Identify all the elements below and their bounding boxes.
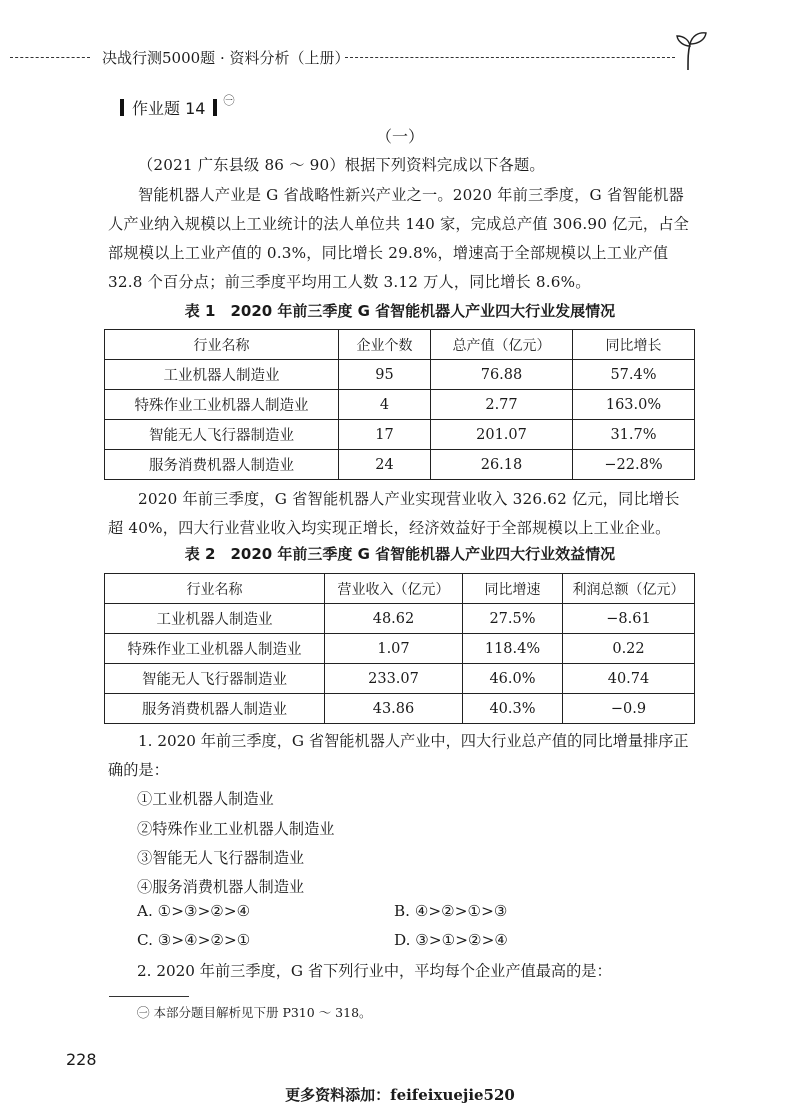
table-cell: 95 — [339, 360, 431, 390]
question-2-stem: 2. 2020 年前三季度，G 省下列行业中，平均每个企业产值最高的是： — [137, 962, 612, 980]
running-header — [10, 42, 700, 72]
table-header-row — [105, 330, 695, 360]
table-cell: −0.9 — [563, 694, 695, 724]
table-cell: 特殊作业工业机器人制造业 — [105, 390, 339, 420]
table-cell: 31.7% — [573, 420, 695, 450]
header-rule-right — [345, 57, 675, 58]
col-header: 同比增速 — [463, 574, 563, 604]
col-header: 营业收入（亿元） — [325, 574, 463, 604]
header-title: 决战行测5000题 · 资料分析（上册） — [102, 49, 350, 67]
heading-bar-left — [120, 99, 124, 116]
table-row — [105, 450, 695, 480]
table-cell: 服务消费机器人制造业 — [105, 450, 339, 480]
table-cell: 工业机器人制造业 — [105, 360, 339, 390]
table-cell: 智能无人飞行器制造业 — [105, 420, 339, 450]
table-cell: 118.4% — [463, 634, 563, 664]
bottom-note: 更多资料添加：feifeixuejie520 — [285, 1086, 515, 1104]
assignment-heading — [120, 93, 235, 119]
table-row — [105, 390, 695, 420]
table-header-row — [105, 574, 695, 604]
table-row — [105, 664, 695, 694]
choice-b[interactable]: B. ④>②>①>③ — [394, 902, 508, 920]
table-row — [105, 360, 695, 390]
table-cell: 46.0% — [463, 664, 563, 694]
table-cell: 特殊作业工业机器人制造业 — [105, 634, 325, 664]
table2 — [104, 573, 695, 724]
table-cell: 17 — [339, 420, 431, 450]
question-1-item: ③智能无人飞行器制造业 — [137, 849, 305, 867]
col-header: 同比增长 — [573, 330, 695, 360]
table-cell: 工业机器人制造业 — [105, 604, 325, 634]
sprout-icon — [674, 28, 714, 72]
col-header: 总产值（亿元） — [431, 330, 573, 360]
table2-caption: 表 2 2020 年前三季度 G 省智能机器人产业四大行业效益情况 — [184, 545, 616, 563]
table-cell: 1.07 — [325, 634, 463, 664]
choice-d[interactable]: D. ③>①>②>④ — [394, 931, 508, 949]
table-row — [105, 694, 695, 724]
table-cell: 24 — [339, 450, 431, 480]
question-1-item: ④服务消费机器人制造业 — [137, 878, 305, 896]
heading-bar-right — [213, 99, 217, 116]
table1 — [104, 329, 695, 480]
choice-c[interactable]: C. ③>④>②>① — [137, 931, 251, 949]
col-header: 行业名称 — [105, 330, 339, 360]
question-1-item: ②特殊作业工业机器人制造业 — [137, 820, 335, 838]
source-intro: （2021 广东县级 86 ～ 90）根据下列资料完成以下各题。 — [138, 156, 545, 174]
table-cell: 智能无人飞行器制造业 — [105, 664, 325, 694]
table-cell: 4 — [339, 390, 431, 420]
table-cell: 48.62 — [325, 604, 463, 634]
assignment-title: 作业题 14 — [132, 99, 206, 118]
table-row — [105, 420, 695, 450]
table-cell: −22.8% — [573, 450, 695, 480]
table-row — [105, 634, 695, 664]
footnote: ㊀ 本部分题目解析见下册 P310 ～ 318。 — [137, 1005, 372, 1020]
table-cell: 27.5% — [463, 604, 563, 634]
col-header: 利润总额（亿元） — [563, 574, 695, 604]
table-cell: 0.22 — [563, 634, 695, 664]
col-header: 企业个数 — [339, 330, 431, 360]
header-rule-left — [10, 57, 90, 58]
table-cell: 57.4% — [573, 360, 695, 390]
table-cell: 233.07 — [325, 664, 463, 694]
table-cell: 201.07 — [431, 420, 573, 450]
table-cell: 2.77 — [431, 390, 573, 420]
part-subheading: （一） — [375, 127, 424, 146]
material-paragraph-2: 2020 年前三季度，G 省智能机器人产业实现营业收入 326.62 亿元，同比增长超 40%，四大行业营业收入均实现正增长，经济效益好于全部规模以上工业企业。 — [108, 490, 680, 537]
footnote-marker: ㊀ — [223, 93, 235, 107]
material-paragraph-1: 智能机器人产业是 G 省战略性新兴产业之一。2020 年前三季度，G 省智能机器人产业纳入规模以上工业统计的法人单位共 140 家，完成总产值 306.90 亿元，占全部规模以上工业产值的 0.3%，同比增长 29.8%，增速高于全部规模以上工业产值 32.8 个百分点；前三季度平均用工人数 3.12 万人，同比增长 8.6%。 — [108, 186, 690, 291]
table-cell: 76.88 — [431, 360, 573, 390]
table-cell: 163.0% — [573, 390, 695, 420]
table-cell: 服务消费机器人制造业 — [105, 694, 325, 724]
table-cell: −8.61 — [563, 604, 695, 634]
table-row — [105, 604, 695, 634]
table-cell: 40.3% — [463, 694, 563, 724]
table1-caption: 表 1 2020 年前三季度 G 省智能机器人产业四大行业发展情况 — [184, 302, 616, 320]
question-1-item: ①工业机器人制造业 — [137, 790, 274, 808]
page-number: 228 — [66, 1050, 97, 1069]
col-header: 行业名称 — [105, 574, 325, 604]
footnote-rule — [109, 996, 189, 997]
choice-a[interactable]: A. ①>③>②>④ — [137, 902, 251, 920]
table-cell: 40.74 — [563, 664, 695, 694]
table-cell: 43.86 — [325, 694, 463, 724]
question-1-stem: 1. 2020 年前三季度，G 省智能机器人产业中，四大行业总产值的同比增量排序正确的是： — [108, 732, 689, 779]
table-cell: 26.18 — [431, 450, 573, 480]
